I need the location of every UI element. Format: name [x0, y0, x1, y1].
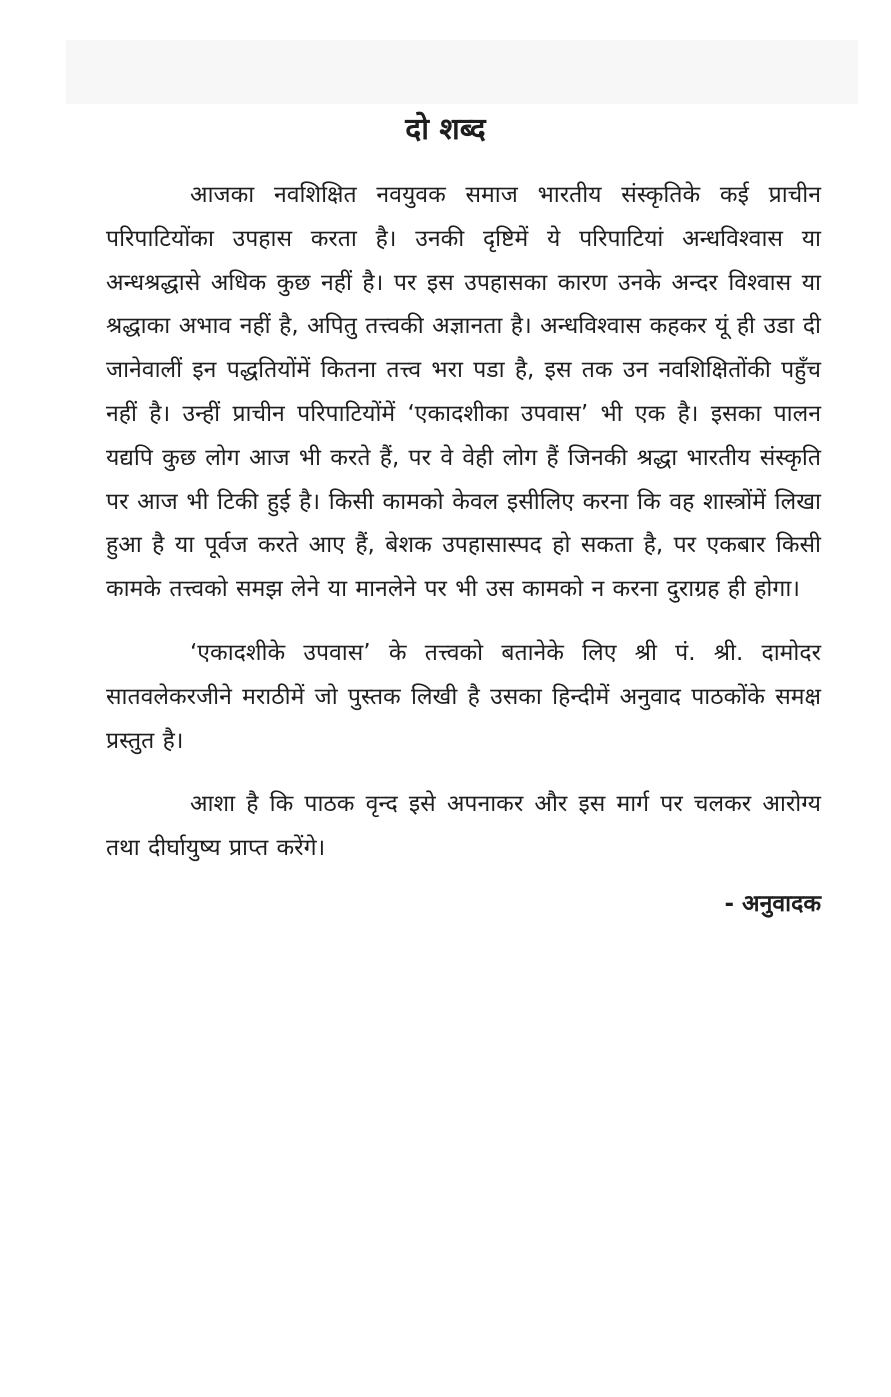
- page-header-band: [66, 40, 858, 104]
- page-title: दो शब्द: [405, 112, 486, 147]
- paragraph-intro: आजका नवशिक्षित नवयुवक समाज भारतीय संस्कृतिके कई प्राचीन परिपाटियोंका उपहास करता है। उनकी दृष्टिमें ये परिपाटियां अन्धविश्वास या अन्धश्रद्धासे अधिक कुछ नहीं है। पर इस उपहासका कारण उनके अन्दर विश्वास या श्रद्धाका अभाव नहीं है, अपितु तत्त्वकी अज्ञानता है। अन्धविश्वास कहकर यूं ही उडा दी जानेवालीं इन पद्धतियोंमें कितना तत्त्व भरा पडा है, इस तक उन नवशिक्षितोंकी पहुँच नहीं है। उन्हीं प्राचीन परिपाटियोंमें ‘एकादशीका उपवास’ भी एक है। इसका पालन यद्यपि कुछ लोग आज भी करते हैं, पर वे वेही लोग हैं जिनकी श्रद्धा भारतीय संस्कृति पर आज भी टिकी हुई है। किसी कामको केवल इसीलिए करना कि वह शास्त्रोंमें लिखा हुआ है या पूर्वज करते आए हैं, बेशक उपहासास्पद हो सकता है, पर एकबार किसी कामके तत्त्वको समझ लेने या मानलेने पर भी उस कामको न करना दुराग्रह ही होगा।: [106, 182, 821, 603]
- paragraph-translation-note: ‘एकादशीके उपवास’ के तत्त्वको बतानेके लिए श्री पं. श्री. दामोदर सातवलेकरजीने मराठीमें जो पुस्तक लिखी है उसका हिन्दीमें अनुवाद पाठकोंके समक्ष प्रस्तुत है।: [106, 639, 821, 754]
- translator-signature: - अनुवादक: [724, 890, 821, 917]
- document-body: [106, 174, 821, 927]
- paragraph-closing: आशा है कि पाठक वृन्द इसे अपनाकर और इस मार्ग पर चलकर आरोग्य तथा दीर्घायुष्य प्राप्त करेंगे।: [106, 791, 821, 862]
